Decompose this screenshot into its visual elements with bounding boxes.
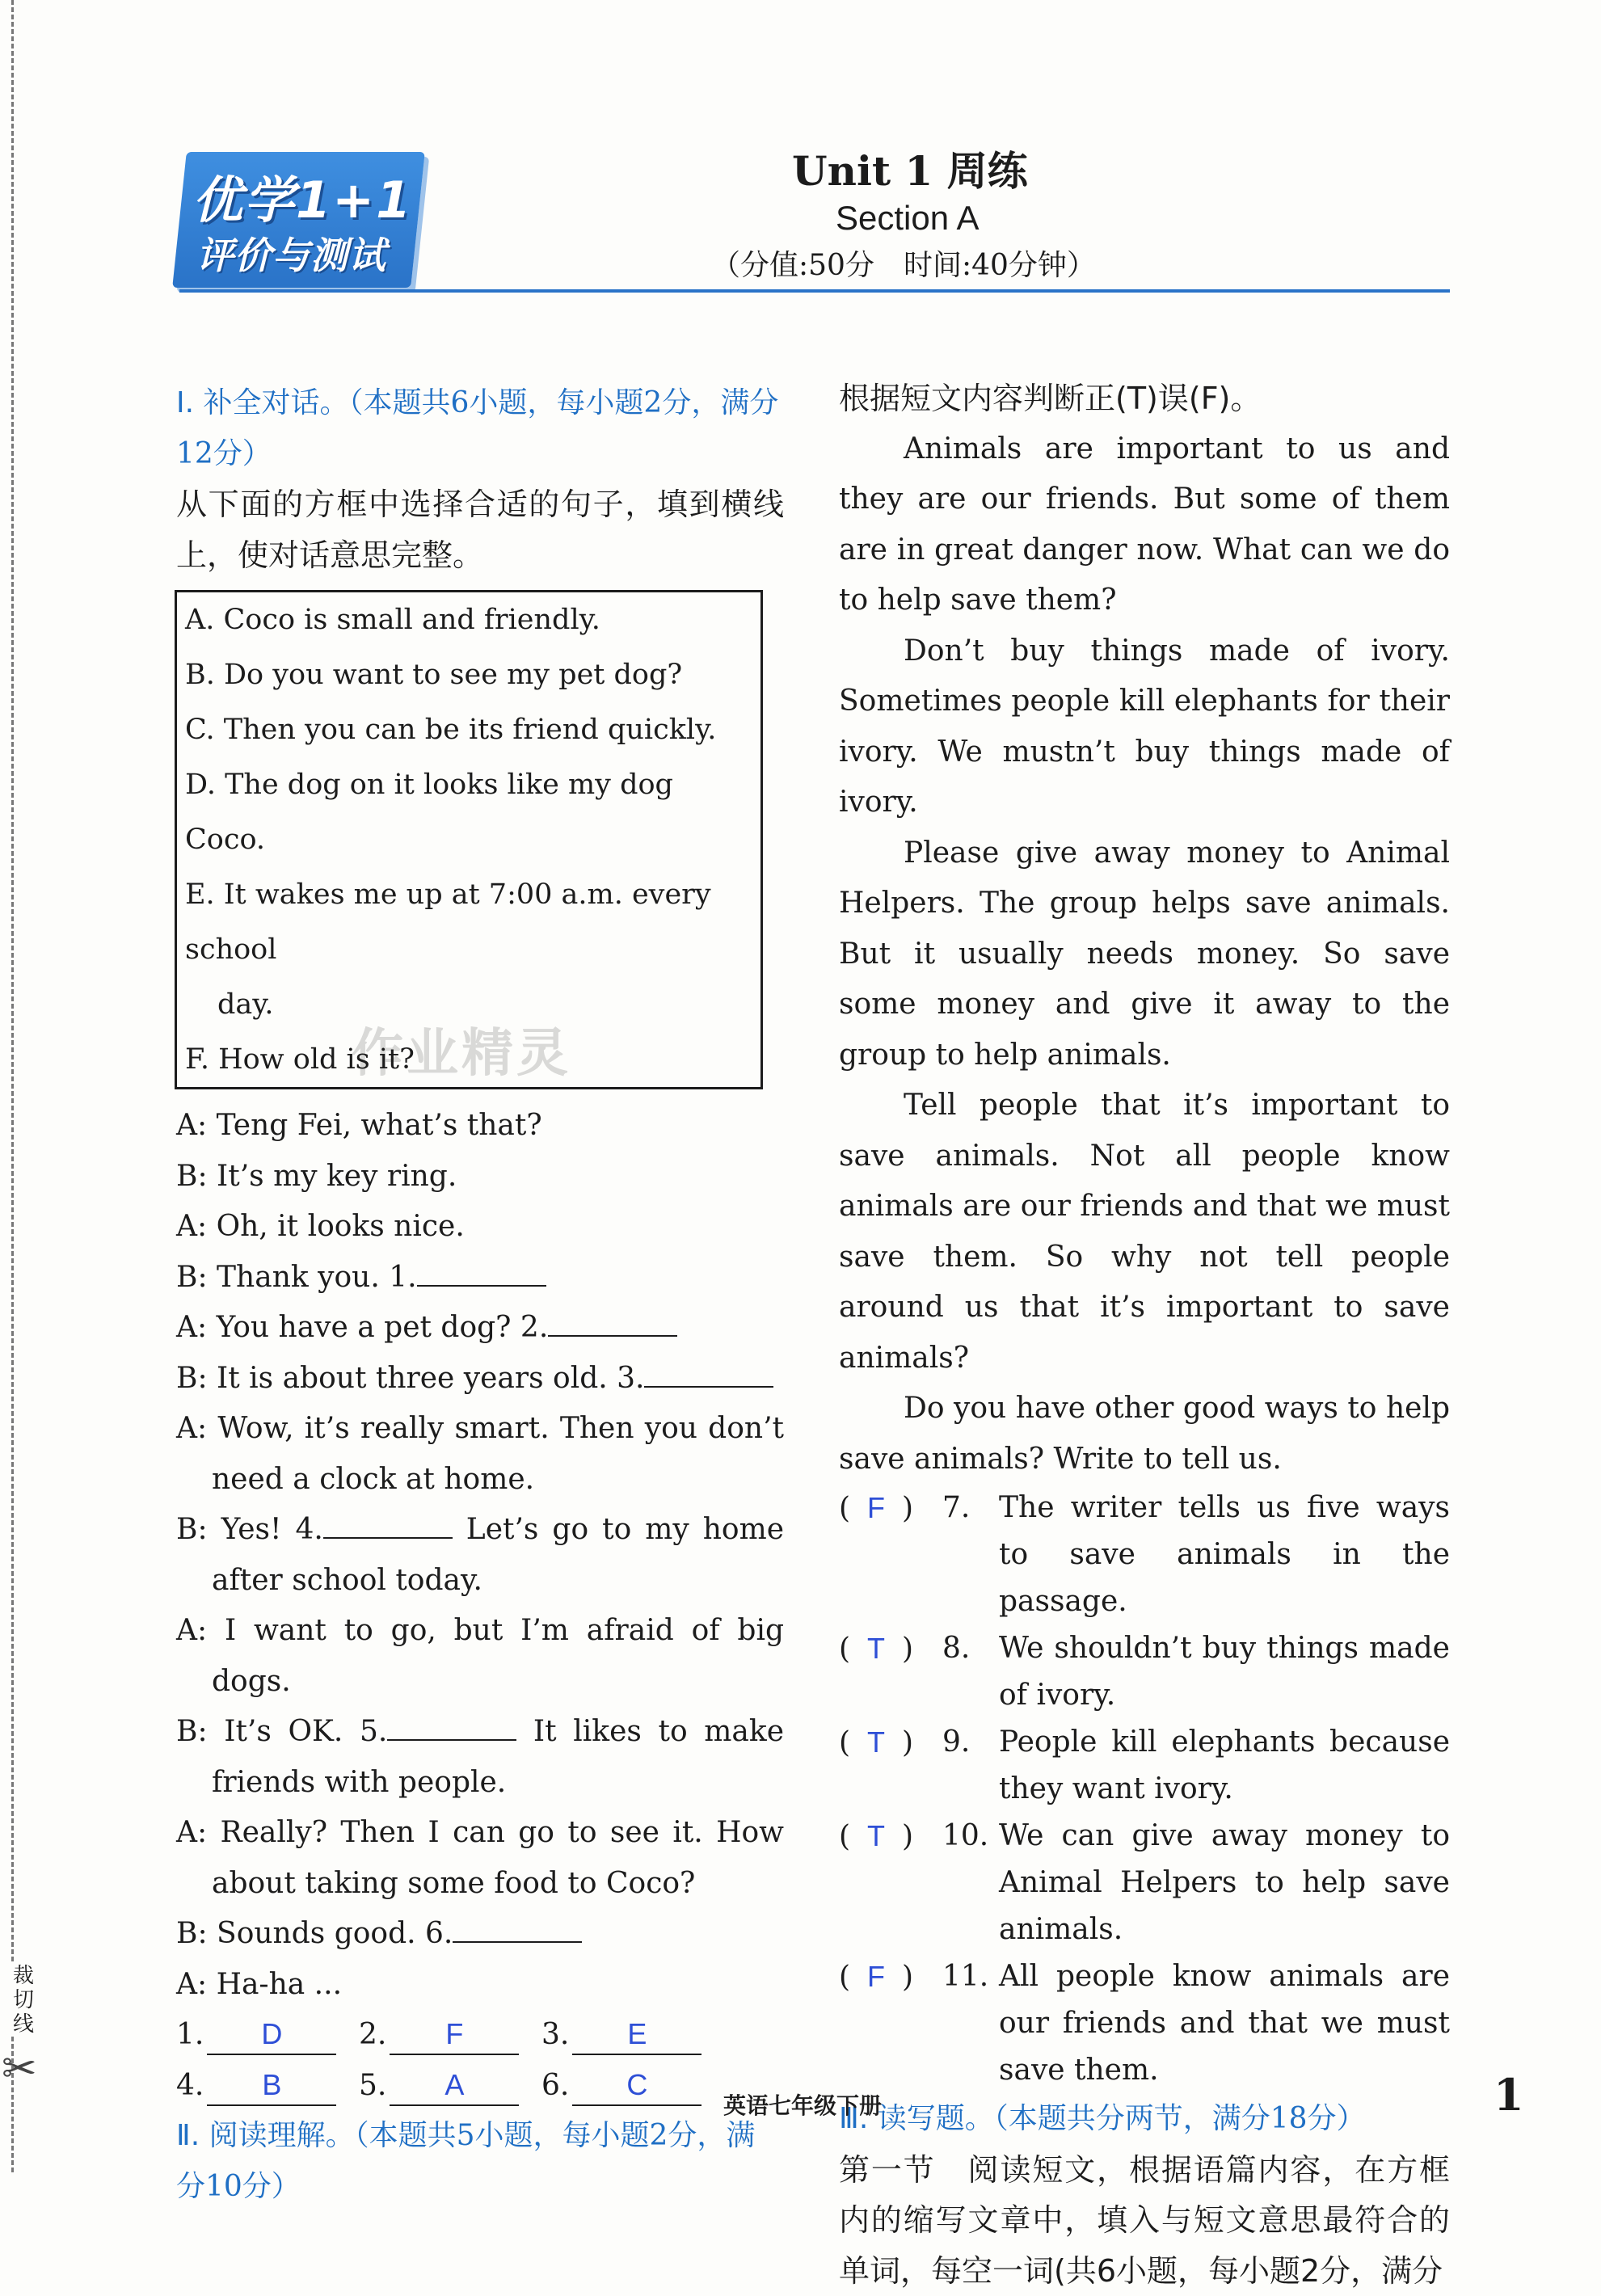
tf-question: ( T ) 10. We can give away money to Animal Helpers to help save animals.	[839, 1813, 1450, 1953]
answer-value[interactable]: E	[572, 2015, 701, 2055]
option-item: C. Then you can be its friend quickly.	[185, 702, 752, 757]
passage-paragraph: Animals are important to us and they are our friends. But some of them are in great danger now. What can we do to help save them?	[839, 424, 1450, 626]
tf-question: ( F ) 11. All people know animals are our friends and that we must save them.	[839, 1953, 1450, 2094]
true-false-questions	[839, 1485, 1450, 2094]
tf-answer[interactable]: T	[850, 1719, 902, 1766]
page-number: 1	[1494, 2069, 1524, 2121]
header-divider	[179, 289, 1450, 293]
option-item: D. The dog on it looks like my dog Coco.	[185, 757, 752, 867]
answer-cell: 6. C	[541, 2061, 724, 2112]
answer-value[interactable]: D	[207, 2015, 336, 2055]
dialogue-line: A: You have a pet dog? 2.	[176, 1303, 784, 1354]
dialogue-line: B: Thank you. 1.	[176, 1253, 784, 1304]
dialogue-line: B: It’s OK. 5. It likes to make friends with people.	[176, 1707, 784, 1808]
answer-blank[interactable]	[548, 1311, 677, 1337]
passage-paragraph: Don’t buy things made of ivory. Sometimes people kill elephants for their ivory. We mustn’t buy things made of ivory.	[839, 626, 1450, 828]
dialogue-line: A: Wow, it’s really smart. Then you don’t need a clock at home.	[176, 1404, 784, 1505]
answer-row	[176, 2010, 784, 2061]
section1-instruction: 从下面的方框中选择合适的句子，填到横线上，使对话意思完整。	[176, 479, 784, 580]
option-item: A. Coco is small and friendly.	[185, 592, 752, 647]
tf-answer[interactable]: T	[850, 1813, 902, 1860]
option-item-continued: day.	[185, 977, 752, 1032]
answer-cell: 2. F	[359, 2010, 541, 2061]
question-text: We can give away money to Animal Helpers to help save animals.	[999, 1813, 1450, 1953]
answer-cell: 3. E	[541, 2010, 724, 2061]
dialogue	[176, 1101, 784, 2010]
section1-note: （本题共6小题，每小题2分，满分12分）	[176, 386, 778, 470]
watermark: 作业精灵	[352, 1012, 571, 1086]
answer-value[interactable]: C	[572, 2066, 701, 2106]
tf-question: ( F ) 7. The writer tells us five ways to save animals in the passage.	[839, 1485, 1450, 1625]
section3-heading	[839, 2094, 1450, 2145]
dialogue-line: A: Ha-ha ...	[176, 1960, 784, 2011]
passage-paragraph: Tell people that it’s important to save animals. Not all people know animals are our friends and that we must save them. So why not tell people around us that it’s important to save animals?	[839, 1081, 1450, 1384]
question-text: The writer tells us five ways to save animals in the passage.	[999, 1485, 1450, 1625]
option-item: B. Do you want to see my pet dog?	[185, 647, 752, 702]
tf-answer[interactable]: F	[850, 1485, 902, 1531]
page-title: Unit 1 周练	[792, 139, 1028, 197]
answer-cell: 5. A	[359, 2061, 541, 2112]
answer-value[interactable]: A	[390, 2066, 519, 2106]
option-item: F. How old is it?	[185, 1032, 752, 1087]
option-item: E. It wakes me up at 7:00 a.m. every school	[185, 867, 752, 977]
question-text: We shouldn’t buy things made of ivory.	[999, 1625, 1450, 1719]
passage-paragraph: Do you have other good ways to help save animals? Write to tell us.	[839, 1384, 1450, 1485]
scissors-icon: ✂	[2, 2045, 37, 2093]
section3-instruction: 第一节 阅读短文，根据语篇内容，在方框内的缩写文章中，填入与短文意思最符合的单词，每空一词(共6小题，每小题2分，满分	[839, 2145, 1450, 2296]
tf-answer[interactable]: T	[850, 1625, 902, 1672]
cut-line-label: 裁切线	[10, 1964, 37, 2037]
section3-title: Ⅲ. 读写题。	[839, 2102, 994, 2135]
dialogue-line: A: Oh, it looks nice.	[176, 1202, 784, 1253]
footer-book-title: 英语七年级下册	[723, 2088, 882, 2121]
answer-grid	[176, 2010, 784, 2111]
passage-paragraph: Please give away money to Animal Helpers. The group helps save animals. But it usually needs money. So save some money and give it away to the group to help animals.	[839, 828, 1450, 1081]
section3-note: （本题共分两节，满分18分）	[994, 2102, 1366, 2135]
dialogue-line: B: It is about three years old. 3.	[176, 1354, 784, 1405]
question-number: 7.	[942, 1485, 999, 1625]
answer-blank[interactable]	[453, 1917, 582, 1943]
tf-question: ( T ) 9. People kill elephants because they want ivory.	[839, 1719, 1450, 1813]
page-subtitle: Section A	[836, 199, 979, 238]
question-number: 9.	[942, 1719, 999, 1813]
answer-blank[interactable]	[323, 1513, 453, 1539]
right-column	[839, 373, 1450, 2296]
question-text: All people know animals are our friends and that we must save them.	[999, 1953, 1450, 2094]
answer-value[interactable]: B	[207, 2066, 336, 2106]
question-text: People kill elephants because they want ivory.	[999, 1719, 1450, 1813]
section1-heading	[176, 378, 784, 479]
answer-value[interactable]: F	[390, 2015, 519, 2055]
options-box	[175, 590, 763, 1089]
dialogue-line: B: Yes! 4. Let’s go to my home after school today.	[176, 1505, 784, 1606]
score-time-info: （分值:50分 时间:40分钟）	[711, 242, 1096, 284]
section2-note: （本题共5小题，每小题2分，满分10分）	[176, 2119, 755, 2203]
answer-blank[interactable]	[387, 1715, 516, 1741]
question-number: 11.	[942, 1953, 999, 2094]
answer-cell: 1. D	[176, 2010, 359, 2061]
tf-answer[interactable]: F	[850, 1953, 902, 2000]
section2-instruction: 根据短文内容判断正(T)误(F)。	[839, 373, 1450, 424]
dialogue-line: B: It’s my key ring.	[176, 1152, 784, 1203]
dialogue-line: A: I want to go, but I’m afraid of big dogs.	[176, 1606, 784, 1707]
dialogue-line: A: Teng Fei, what’s that?	[176, 1101, 784, 1152]
answer-blank[interactable]	[417, 1261, 546, 1287]
logo-text-line1: 优学1+1	[192, 160, 412, 232]
answer-row	[176, 2061, 784, 2112]
answer-cell: 4. B	[176, 2061, 359, 2112]
dialogue-line: B: Sounds good. 6.	[176, 1909, 784, 1960]
question-number: 10.	[942, 1813, 999, 1953]
logo-text-line2: 评价与测试	[196, 226, 386, 280]
tf-question: ( T ) 8. We shouldn’t buy things made of ivory.	[839, 1625, 1450, 1719]
dialogue-line: A: Really? Then I can go to see it. How about taking some food to Coco?	[176, 1808, 784, 1909]
section1-title: Ⅰ. 补全对话。	[176, 386, 349, 419]
reading-passage	[839, 424, 1450, 1485]
section2-heading	[176, 2111, 784, 2212]
cut-line	[11, 0, 14, 2172]
answer-blank[interactable]	[644, 1362, 773, 1388]
question-number: 8.	[942, 1625, 999, 1719]
section2-title: Ⅱ. 阅读理解。	[176, 2119, 355, 2152]
left-column	[176, 378, 784, 2212]
